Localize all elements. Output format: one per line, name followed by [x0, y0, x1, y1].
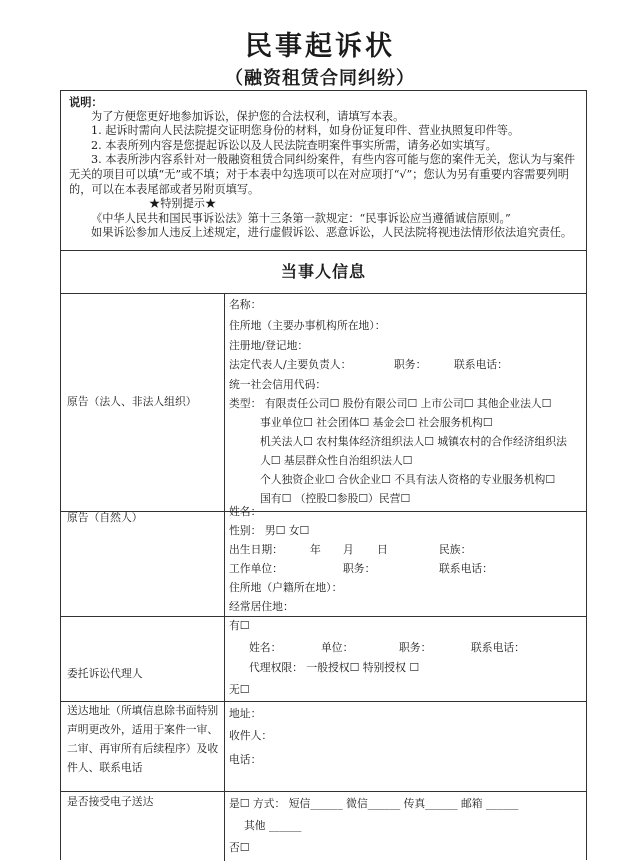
electronic-no-checkbox[interactable]: 否☐: [229, 841, 250, 854]
field-legal-rep[interactable]: 法定代表人/主要负责人：: [229, 358, 352, 371]
field-credit-code[interactable]: 统一社会信用代码：: [229, 378, 327, 391]
instructions-item-2: 2. 本表所列内容是您提起诉讼以及人民法院查明案件事实所需，请务必如实填写。: [91, 138, 497, 152]
birth-year-label: 年: [310, 543, 321, 556]
agent-no-checkbox[interactable]: 无☐: [229, 683, 250, 696]
field-org-registered[interactable]: 注册地/登记地：: [229, 339, 309, 352]
field-agent-name[interactable]: 姓名：: [249, 641, 282, 654]
field-person-gender[interactable]: 性别： 男☐ 女☐: [229, 524, 310, 537]
complaint-form-table: [60, 90, 587, 860]
field-person-ethnicity[interactable]: 民族：: [439, 543, 472, 556]
section-title-party-info: 当事人信息: [61, 251, 586, 294]
column-divider: [224, 293, 225, 861]
electronic-other-field[interactable]: 其他 ______: [244, 819, 302, 832]
special-tip-2: 如果诉讼参加人违反上述规定，进行虚假诉讼、恶意诉讼，人民法院将视违法情形依法追究责任。: [91, 226, 573, 240]
field-agent-phone[interactable]: 联系电话：: [471, 641, 525, 654]
instructions-item-3: 3. 本表所涉内容系针对一般融资租赁合同纠纷案件，有些内容可能与您的案件无关，您认为与案件无关的项目可以填“无”或不填；对于本表中勾选项可以在对应项打“√”；您认为另有重要内容需要列明的，可以在本表尾部或者另附页填写。: [69, 153, 576, 196]
label-electronic-service: 是否接受电子送达: [67, 795, 154, 808]
org-type-line-5[interactable]: 个人独资企业☐ 合伙企业☐ 不具有法人资格的专业服务机构☐: [260, 473, 556, 486]
org-type-line-1[interactable]: 类型： 有限责任公司☐ 股份有限公司☐ 上市公司☐ 其他企业法人☐: [229, 397, 552, 410]
org-type-line-4[interactable]: 人☐ 基层群众性自治组织法人☐: [260, 454, 413, 467]
org-type-line-3[interactable]: 机关法人☐ 农村集体经济组织法人☐ 城镇农村的合作经济组织法: [260, 435, 567, 448]
field-legal-rep-phone[interactable]: 联系电话：: [454, 358, 508, 371]
document-title: 民事起诉状: [245, 31, 395, 62]
field-service-recipient[interactable]: 收件人：: [229, 729, 273, 742]
electronic-yes-options[interactable]: 是☐ 方式： 短信______ 微信______ 传真______ 邮箱 ______: [229, 797, 519, 810]
instructions-heading: 说明：: [69, 95, 103, 109]
field-person-name[interactable]: 姓名：: [229, 505, 262, 518]
document-subtitle: （融资租赁合同纠纷）: [225, 68, 415, 89]
instructions-box: [61, 91, 586, 251]
field-agent-employer[interactable]: 单位：: [321, 641, 354, 654]
birth-month-label: 月: [343, 543, 354, 556]
special-tip-1: 《中华人民共和国民事诉讼法》第十三条第一款规定：“民事诉讼应当遵循诚信原则。”: [91, 211, 511, 225]
field-person-phone[interactable]: 联系电话：: [439, 562, 493, 575]
field-service-phone[interactable]: 电话：: [229, 753, 262, 766]
field-agent-position[interactable]: 职务：: [399, 641, 432, 654]
field-org-name[interactable]: 名称：: [229, 298, 262, 311]
label-plaintiff-natural: 原告（自然人）: [67, 511, 143, 524]
field-person-employer[interactable]: 工作单位：: [229, 562, 283, 575]
org-type-line-2[interactable]: 事业单位☐ 社会团体☐ 基金会☐ 社会服务机构☐: [260, 416, 493, 429]
field-org-address[interactable]: 住所地（主要办事机构所在地）：: [229, 319, 386, 332]
field-legal-rep-position[interactable]: 职务：: [394, 358, 427, 371]
label-agent: 委托诉讼代理人: [67, 667, 143, 680]
row-divider: [61, 616, 586, 617]
birth-day-label: 日: [377, 543, 388, 556]
instructions-intro: 为了方便您更好地参加诉讼，保护您的合法权利，请填写本表。: [91, 109, 405, 123]
field-person-habitual[interactable]: 经常居住地：: [229, 600, 294, 613]
instructions-item-1: 1. 起诉时需向人民法院提交证明您身份的材料，如身份证复印件、营业执照复印件等。: [91, 124, 520, 138]
org-type-line-6[interactable]: 国有☐ （控股☐参股☐）民营☐: [260, 492, 411, 505]
agent-authority-options[interactable]: 代理权限： 一般授权☐ 特别授权 ☐: [249, 661, 420, 674]
field-person-position[interactable]: 职务：: [343, 562, 376, 575]
label-plaintiff-legal: 原告（法人、非法人组织）: [67, 395, 197, 408]
field-person-residence[interactable]: 住所地（户籍所在地）：: [229, 581, 343, 594]
label-service-address: 送达地址（所填信息除书面特别声明更改外，适用于案件一审、二审、再审所有后续程序）及收件人、联系电话: [67, 704, 219, 774]
field-person-birth[interactable]: 出生日期：: [229, 543, 283, 556]
field-service-address[interactable]: 地址：: [229, 707, 262, 720]
agent-yes-checkbox[interactable]: 有☐: [229, 619, 250, 632]
special-tip-heading: ★特别提示★: [149, 197, 217, 211]
